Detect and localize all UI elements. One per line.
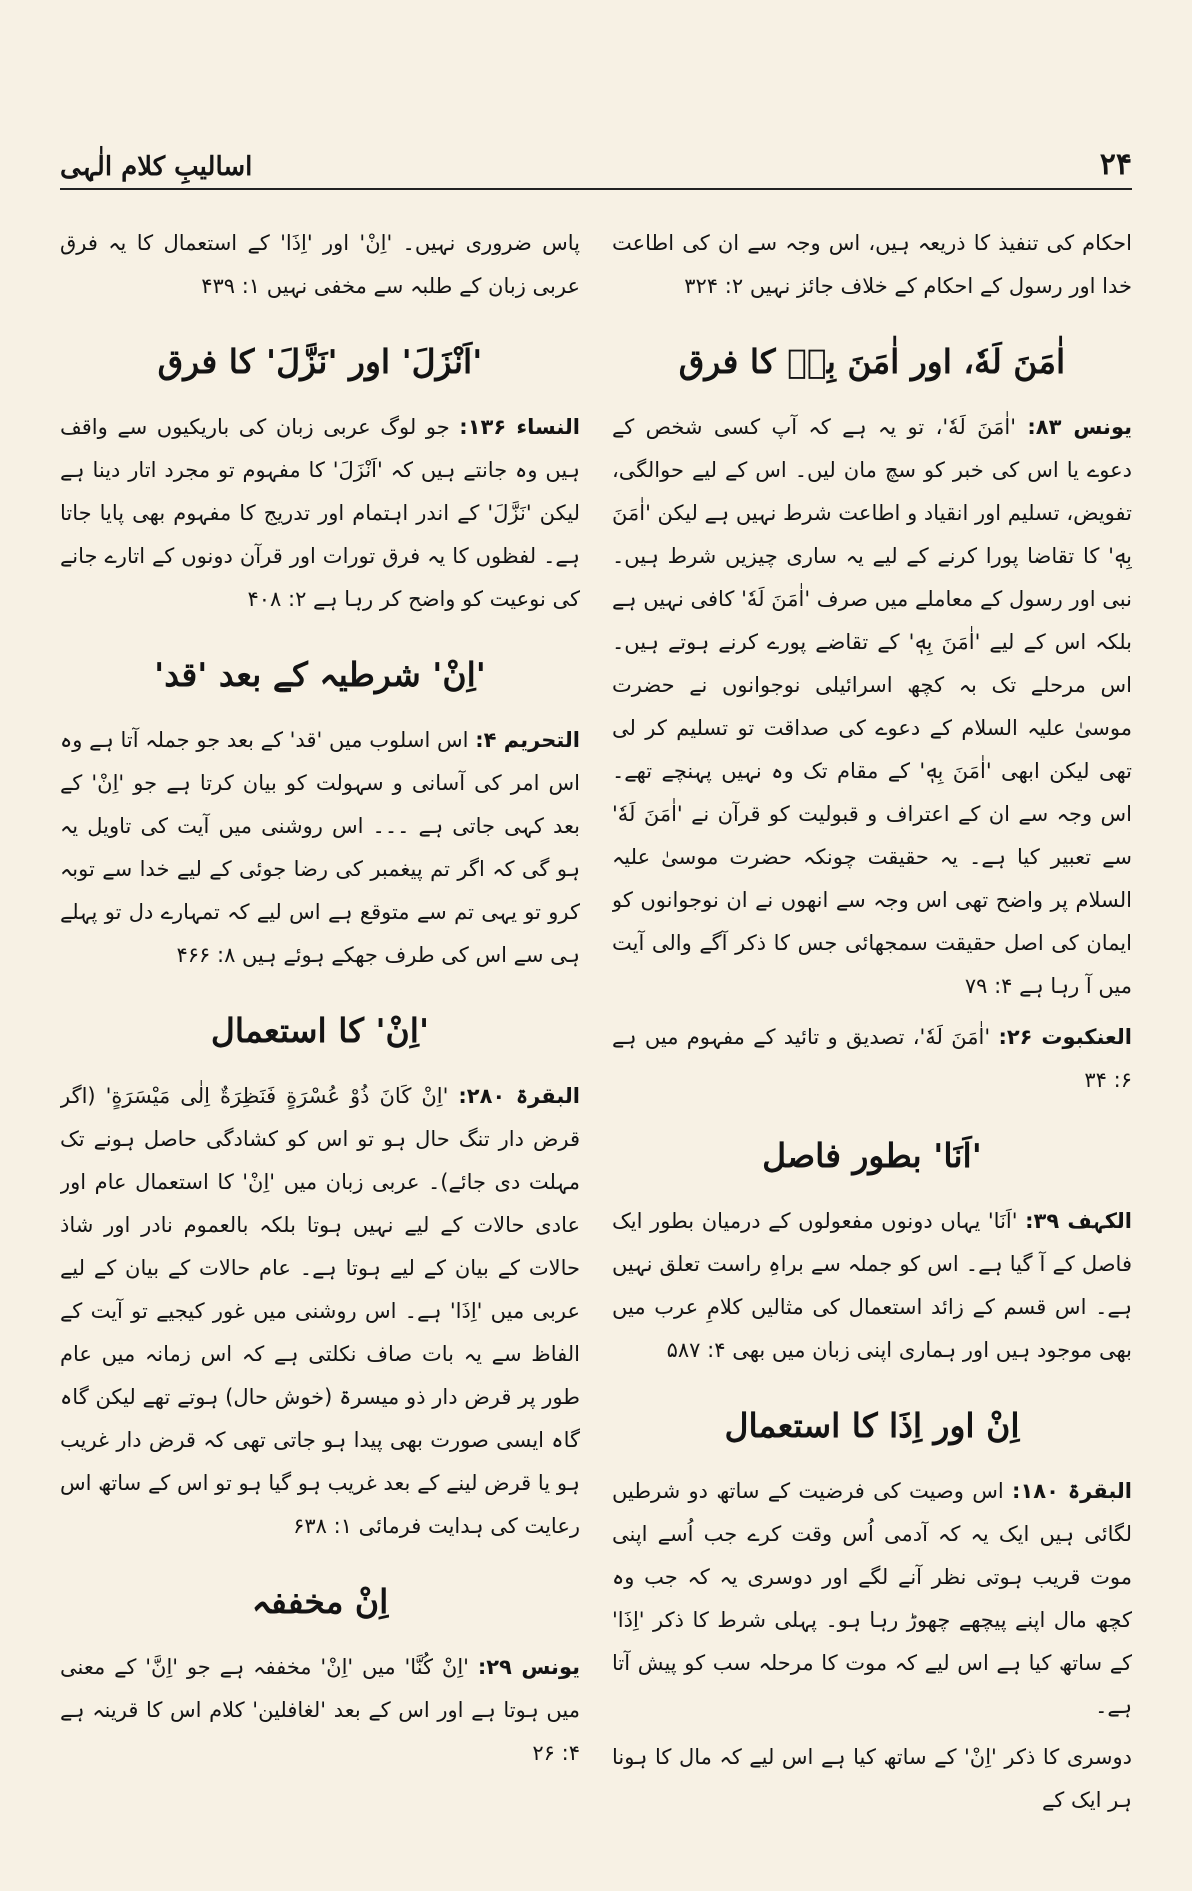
paragraph (60, 406, 580, 621)
paragraph (60, 719, 580, 977)
verse-reference: الکہف ۳۹: (1025, 1209, 1132, 1233)
paragraph (612, 1200, 1132, 1372)
paragraph: دوسری کا ذکر 'اِنْ' کے ساتھ کیا ہے اس لیے کہ مال کا ہونا ہر ایک کے (612, 1745, 1132, 1812)
running-title: اسالیبِ کلام الٰہی (60, 152, 253, 182)
page-number: ۲۴ (1099, 147, 1132, 182)
section-heading: 'اِنْ' کا استعمال (210, 1011, 430, 1050)
verse-reference: یونس ۸۳: (1027, 415, 1132, 439)
verse-reference: العنکبوت ۲۶: (998, 1025, 1132, 1049)
section-heading: اِنْ اور اِذَا کا استعمال (724, 1406, 1020, 1445)
paragraph (60, 1075, 580, 1548)
paragraph-text: 'اٰمَنَ لَهٗ'، تصدیق و تائید کے مفہوم میں ہے ۶: ۳۴ (612, 1025, 1132, 1092)
paragraph-text: 'اٰمَنَ لَهٗ'، تو یہ ہے کہ آپ کسی شخص کے دعوے یا اس کی خبر کو سچ مان لیں۔ اس کے لیے حوالگی، تفویض، تسلیم اور انقیاد و اطاعت شرط نہیں ہے لیکن 'اٰمَنَ بِهٖ' کا تقاضا پورا کرنے کے لیے یہ ساری چیزیں شرط ہیں۔ نبی اور رسول کے معاملے میں صرف 'اٰمَنَ لَهٗ' کافی نہیں ہے بلکہ اس کے لیے 'اٰمَنَ بِهٖ' کے تقاضے پورے کرنے ہوتے ہیں۔ اس مرحلے تک بہ کچھ اسرائیلی نوجوانوں نے حضرت موسیٰ علیہ السلام کے دعوے کی صداقت تو تسلیم کر لی تھی لیکن ابھی 'اٰمَنَ بِهٖ' کے مقام تک وہ نہیں پہنچے تھے۔ اس وجہ سے ان کے اعتراف و قبولیت کو قرآن نے 'اٰمَنَ لَهٗ' سے تعبیر کیا ہے۔ یہ حقیقت چونکہ حضرت موسیٰ علیہ السلام پر واضح تھی اس وجہ سے انھوں نے ان نوجوانوں کو ایمان کی اصل حقیقت سمجھائی جس کا ذکر آگے والی آیت میں آ رہا ہے ۴: ۷۹ (612, 415, 1132, 998)
verse-reference: البقرۃ ۱۸۰: (1012, 1479, 1132, 1503)
left-column (60, 222, 580, 1862)
paragraph (612, 1470, 1132, 1728)
paragraph-text: 'اَنَا' یہاں دونوں مفعولوں کے درمیان بطور ایک فاصل کے آ گیا ہے۔ اس کو جملہ سے براہِ راست تعلق نہیں ہے۔ اس قسم کے زائد استعمال کی مثالیں کلامِ عرب میں بھی موجود ہیں اور ہماری اپنی زبان میں بھی ۴: ۵۸۷ (612, 1209, 1132, 1362)
verse-reference: التحریم ۴: (475, 728, 580, 752)
section-heading: 'اَنَا' بطور فاصل (762, 1136, 982, 1175)
paragraph (612, 1016, 1132, 1102)
paragraph-text: 'اِنْ كَانَ ذُوْ عُسْرَةٍ فَنَظِرَةٌ اِلٰى مَيْسَرَةٍ' (اگر قرض دار تنگ حال ہو تو اس کو کشادگی حاصل ہونے تک مہلت دی جائے)۔ عربی زبان میں 'اِنْ' کا استعمال عام اور عادی حالات کے لیے نہیں ہوتا بلکہ بالعموم نادر اور شاذ حالات کے بیان کے لیے ہوتا ہے۔ عام حالات کے بیان کے لیے عربی میں 'اِذَا' ہے۔ اس روشنی میں غور کیجیے تو آیت کے الفاظ سے یہ بات صاف نکلتی ہے کہ اس زمانہ میں عام طور پر قرض دار ذو میسرۃ (خوش حال) ہوتے تھے لیکن گاہ گاہ ایسی صورت بھی پیدا ہو جاتی تھی کہ قرض دار غریب ہو یا قرض لینے کے بعد غریب ہو گیا ہو تو اس کے ساتھ اس رعایت کی ہدایت فرمائی ۱: ۶۳۸ (60, 1084, 580, 1538)
paragraph-text: 'اِنْ كُنَّا' میں 'اِنْ' مخففہ ہے جو 'اِنَّ' کے معنی میں ہوتا ہے اور اس کے بعد 'لغافلین' کلام اس کا قرینہ ہے ۴: ۲۶ (60, 1655, 580, 1765)
verse-reference: یونس ۲۹: (477, 1655, 580, 1679)
paragraph-text: اس وصیت کی فرضیت کے ساتھ دو شرطیں لگائی ہیں ایک یہ کہ آدمی اُس وقت کرے جب اُسے اپنی موت قریب ہوتی نظر آنے لگے اور دوسری یہ کہ جب وہ کچھ مال اپنے پیچھے چھوڑ رہا ہو۔ پہلی شرط کا ذکر 'اِذَا' کے ساتھ کیا ہے اس لیے کہ موت کا مرحلہ سب کو پیش آتا ہے۔ (612, 1479, 1132, 1718)
paragraph (612, 406, 1132, 1008)
verse-reference: البقرۃ ۲۸۰: (458, 1084, 580, 1108)
section-heading: 'اَنْزَلَ' اور 'نَزَّلَ' کا فرق (157, 342, 483, 381)
section-heading: 'اِنْ' شرطیہ کے بعد 'قد' (154, 655, 486, 694)
page-header (60, 138, 1132, 190)
right-column (612, 222, 1132, 1862)
paragraph (60, 1646, 580, 1775)
section-heading: اٰمَنَ لَهٗ، اور اٰمَنَ بِهٖ کا فرق (678, 342, 1066, 381)
section-heading: اِنْ مخففہ (251, 1582, 389, 1621)
paragraph-text: جو لوگ عربی زبان کی باریکیوں سے واقف ہیں وہ جانتے ہیں کہ 'اَنْزَلَ' کا مفہوم تو مجرد اتار دینا ہے لیکن 'نَزَّلَ' کے اندر اہتمام اور تدریج کا مفہوم بھی پایا جاتا ہے۔ لفظوں کا یہ فرق تورات اور قرآن دونوں کے اتارے جانے کی نوعیت کو واضح کر رہا ہے ۲: ۴۰۸ (60, 415, 580, 611)
continued-paragraph: احکام کی تنفیذ کا ذریعہ ہیں، اس وجہ سے ان کی اطاعت خدا اور رسول کے احکام کے خلاف جائز نہیں ۲: ۳۲۴ (612, 231, 1132, 298)
paragraph-text: اس اسلوب میں 'قد' کے بعد جو جملہ آتا ہے وہ اس امر کی آسانی و سہولت کو بیان کرتا ہے جو 'اِنْ' کے بعد کہی جاتی ہے ۔۔۔ اس روشنی میں آیت کی تاویل یہ ہو گی کہ اگر تم پیغمبر کی رضا جوئی کے لیے خدا سے توبہ کرو تو یہی تم سے متوقع ہے اس لیے کہ تمہارے دل تو پہلے ہی سے اس کی طرف جھکے ہوئے ہیں ۸: ۴۶۶ (60, 728, 580, 967)
verse-reference: النساء ۱۳۶: (459, 415, 580, 439)
continued-paragraph: پاس ضروری نہیں۔ 'اِنْ' اور 'اِذَا' کے استعمال کا یہ فرق عربی زبان کے طلبہ سے مخفی نہیں ۱: ۴۳۹ (60, 231, 580, 298)
